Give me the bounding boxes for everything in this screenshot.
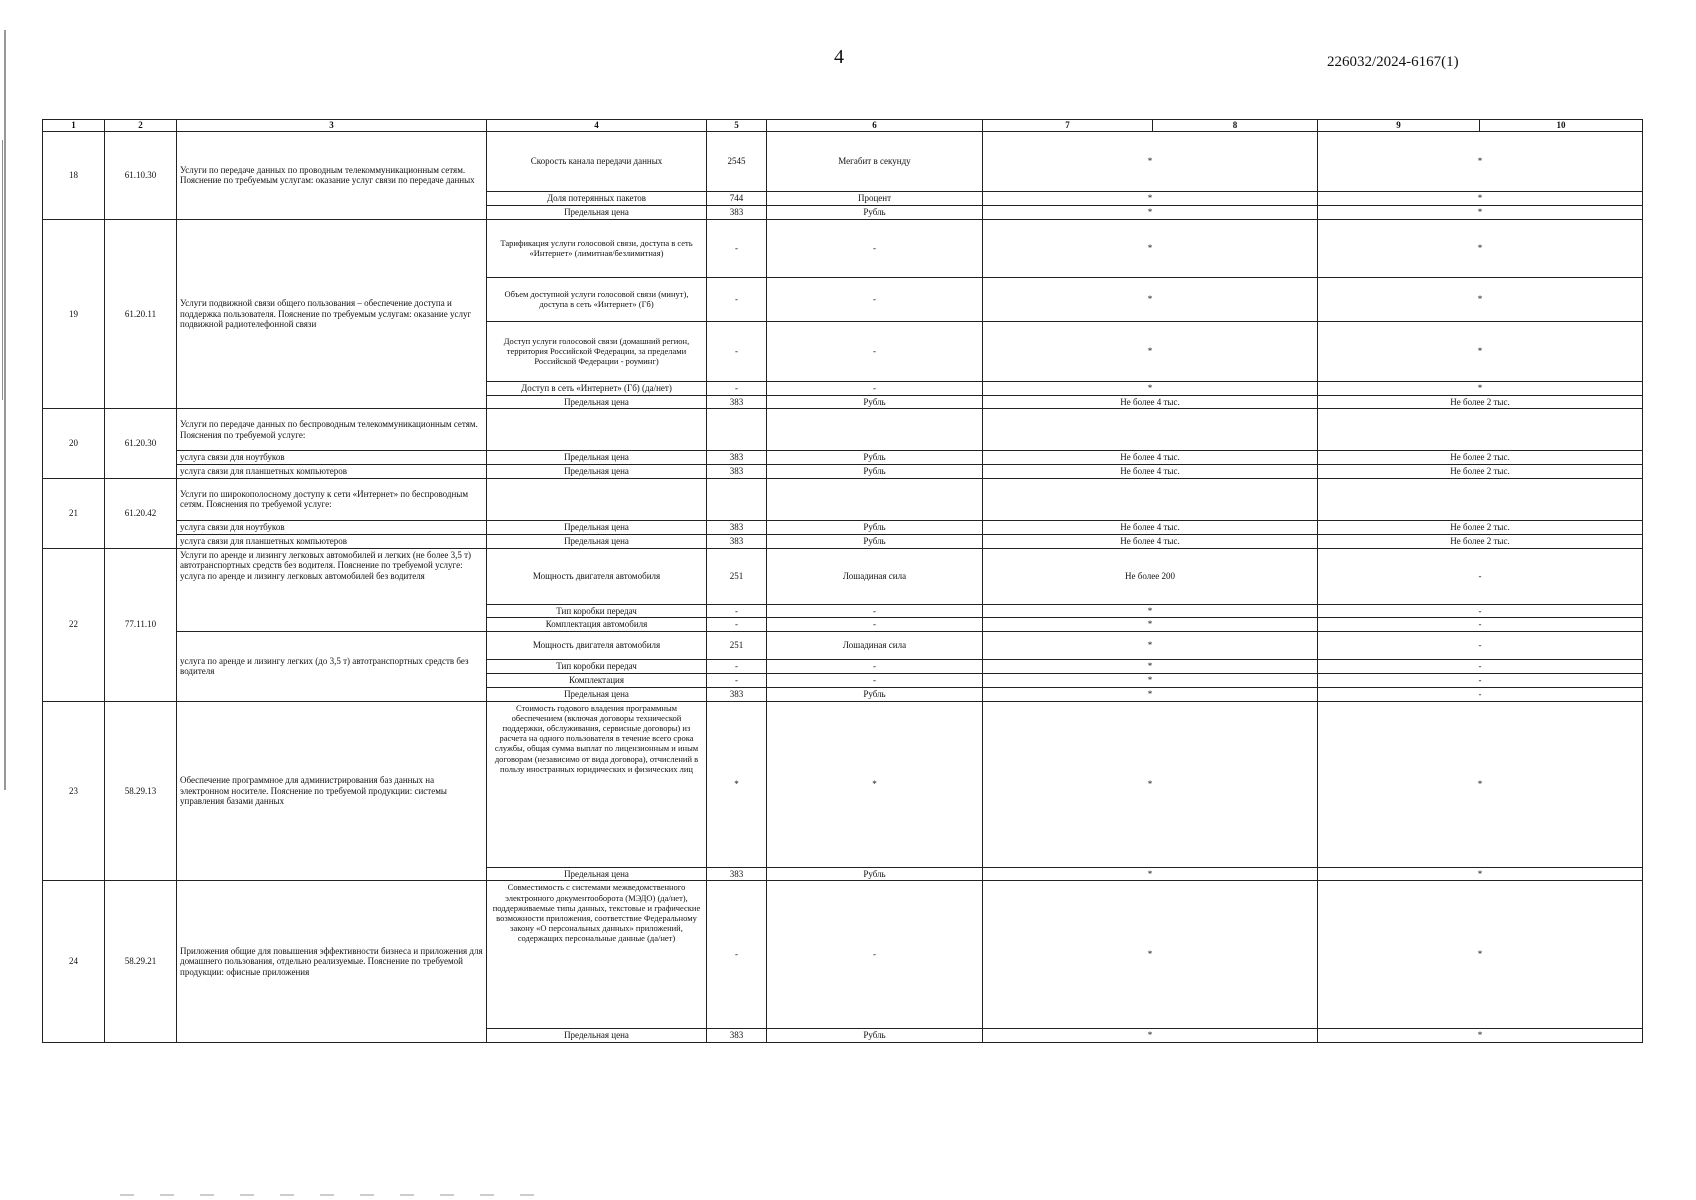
- value-group-a: *: [983, 867, 1318, 881]
- unit: *: [767, 701, 983, 867]
- unit: -: [767, 618, 983, 632]
- item-description: Обеспечение программное для администрирования баз данных на электронном носителе. Пояснение по требуемой продукции: системы управления базами данных: [177, 701, 487, 881]
- okei-code: 383: [707, 206, 767, 220]
- column-header: 3: [177, 120, 487, 132]
- characteristic: Стоимость годового владения программным обеспечением (включая договоры технической поддержки, обслуживания, сервисные договоры) из расчета на одного пользователя в течение всего срока службы, общая сумма выплат по лицензионным и иным договорам (независимо от вида договора), отчислений в пользу иностранных юридических и физических лиц: [487, 701, 707, 867]
- table-row: [43, 548, 1643, 604]
- table-row: [43, 701, 1643, 867]
- okpd-code: 58.29.21: [105, 881, 177, 1043]
- requirements-table: [42, 119, 1643, 1043]
- item-description: Услуги по передаче данных по беспроводным телекоммуникационным сетям. Пояснения по требуемой услуге:: [177, 409, 487, 451]
- value-group-b: *: [1318, 206, 1643, 220]
- item-subdescription: услуга связи для планшетных компьютеров: [177, 465, 487, 479]
- table-row: [43, 632, 1643, 660]
- item-description: Услуги по широкополосному доступу к сети «Интернет» по беспроводным сетям. Пояснения по требуемой услуге:: [177, 478, 487, 520]
- unit: -: [767, 321, 983, 381]
- value-group-a: Не более 4 тыс.: [983, 395, 1318, 409]
- row-number: 18: [43, 132, 105, 220]
- value-group-b: -: [1318, 604, 1643, 618]
- value-group-a: Не более 4 тыс.: [983, 465, 1318, 479]
- characteristic: Объем доступной услуги голосовой связи (минут), доступа в сеть «Интернет» (Гб): [487, 277, 707, 321]
- scan-smudge: [120, 1194, 560, 1196]
- row-number: 21: [43, 478, 105, 548]
- value-group-b: *: [1318, 132, 1643, 192]
- row-number: 19: [43, 219, 105, 409]
- unit: -: [767, 660, 983, 674]
- okei-code: 383: [707, 451, 767, 465]
- value-group-a: *: [983, 881, 1318, 1029]
- characteristic: Доступ услуги голосовой связи (домашний регион, территория Российской Федерации, за пределами Российской Федерации - роуминг): [487, 321, 707, 381]
- okei-code: 251: [707, 548, 767, 604]
- document-number: 226032/2024-6167(1): [1327, 54, 1459, 70]
- value-group-a: *: [983, 192, 1318, 206]
- value-group-a: *: [983, 673, 1318, 687]
- okpd-code: 77.11.10: [105, 548, 177, 701]
- value-group-b: Не более 2 тыс.: [1318, 534, 1643, 548]
- characteristic: Предельная цена: [487, 206, 707, 220]
- value-group-b: Не более 2 тыс.: [1318, 395, 1643, 409]
- scan-edge: [2, 140, 3, 400]
- column-header: 4: [487, 120, 707, 132]
- value-group-b: Не более 2 тыс.: [1318, 451, 1643, 465]
- value-group-b: -: [1318, 673, 1643, 687]
- characteristic: Предельная цена: [487, 1029, 707, 1043]
- value-group-b: *: [1318, 381, 1643, 395]
- unit: -: [767, 673, 983, 687]
- okei-code: -: [707, 219, 767, 277]
- value-group-a: Не более 200: [983, 548, 1318, 604]
- value-group-b: *: [1318, 277, 1643, 321]
- value-group-b: *: [1318, 867, 1643, 881]
- column-header: 8: [1153, 120, 1318, 132]
- row-number: 24: [43, 881, 105, 1043]
- scan-edge: [4, 30, 6, 790]
- value-group-a: *: [983, 321, 1318, 381]
- unit: Рубль: [767, 534, 983, 548]
- value-group-b: -: [1318, 660, 1643, 674]
- okpd-code: 58.29.13: [105, 701, 177, 881]
- unit: Мегабит в секунду: [767, 132, 983, 192]
- row-number: 20: [43, 409, 105, 479]
- value-group-b: -: [1318, 618, 1643, 632]
- okei-code: -: [707, 277, 767, 321]
- okei-code: -: [707, 604, 767, 618]
- value-group-b: -: [1318, 632, 1643, 660]
- characteristic: Доля потерянных пакетов: [487, 192, 707, 206]
- unit: Лошадиная сила: [767, 632, 983, 660]
- unit: Рубль: [767, 520, 983, 534]
- table-row: [43, 465, 1643, 479]
- unit: -: [767, 277, 983, 321]
- item-description: Услуги по аренде и лизингу легковых автомобилей и легких (не более 3,5 т) автотранспортных средств без водителя. Пояснение по требуемой услуге: услуга по аренде и лизингу легковых автомобилей без водителя: [177, 548, 487, 632]
- item-description: Услуги по передаче данных по проводным телекоммуникационным сетям. Пояснение по требуемым услугам: оказание услуг связи по передаче данных: [177, 132, 487, 220]
- unit: Рубль: [767, 867, 983, 881]
- okpd-code: 61.20.11: [105, 219, 177, 409]
- unit: Лошадиная сила: [767, 548, 983, 604]
- unit: Рубль: [767, 1029, 983, 1043]
- unit: -: [767, 604, 983, 618]
- okei-code: -: [707, 321, 767, 381]
- okei-code: -: [707, 660, 767, 674]
- column-header: 10: [1480, 120, 1643, 132]
- characteristic: Мощность двигателя автомобиля: [487, 548, 707, 604]
- value-group-b: Не более 2 тыс.: [1318, 520, 1643, 534]
- okei-code: -: [707, 673, 767, 687]
- value-group-a: Не более 4 тыс.: [983, 534, 1318, 548]
- value-group-a: *: [983, 604, 1318, 618]
- table-row: [43, 219, 1643, 277]
- okei-code: 2545: [707, 132, 767, 192]
- value-group-a: *: [983, 132, 1318, 192]
- characteristic: Предельная цена: [487, 465, 707, 479]
- page-number: 4: [834, 46, 844, 68]
- okei-code: *: [707, 701, 767, 867]
- okei-code: 744: [707, 192, 767, 206]
- okei-code: 383: [707, 867, 767, 881]
- characteristic: Тип коробки передач: [487, 660, 707, 674]
- unit: Рубль: [767, 451, 983, 465]
- value-group-b: *: [1318, 219, 1643, 277]
- item-subdescription: услуга связи для ноутбуков: [177, 451, 487, 465]
- okei-code: -: [707, 381, 767, 395]
- value-group-a: *: [983, 219, 1318, 277]
- okei-code: 251: [707, 632, 767, 660]
- value-group-b: *: [1318, 881, 1643, 1029]
- item-subdescription: услуга связи для планшетных компьютеров: [177, 534, 487, 548]
- table-row: [43, 409, 1643, 451]
- okei-code: 383: [707, 520, 767, 534]
- unit: Рубль: [767, 395, 983, 409]
- characteristic: Комплектация автомобиля: [487, 618, 707, 632]
- item-description: Услуги подвижной связи общего пользования – обеспечение доступа и поддержка пользователя. Пояснение по требуемым услугам: оказание услуг подвижной радиотелефонной связи: [177, 219, 487, 409]
- value-group-a: *: [983, 381, 1318, 395]
- unit: Процент: [767, 192, 983, 206]
- okei-code: 383: [707, 1029, 767, 1043]
- value-group-a: *: [983, 206, 1318, 220]
- characteristic: Доступ в сеть «Интернет» (Гб) (да/нет): [487, 381, 707, 395]
- column-header: 1: [43, 120, 105, 132]
- column-header: 6: [767, 120, 983, 132]
- column-header: 9: [1318, 120, 1480, 132]
- value-group-a: Не более 4 тыс.: [983, 451, 1318, 465]
- unit: -: [767, 881, 983, 1029]
- characteristic: Тарификация услуги голосовой связи, доступа в сеть «Интернет» (лимитная/безлимитная): [487, 219, 707, 277]
- value-group-a: *: [983, 277, 1318, 321]
- unit: -: [767, 381, 983, 395]
- item-description: Приложения общие для повышения эффективности бизнеса и приложения для домашнего пользования, отдельно реализуемые. Пояснение по требуемой продукции: офисные приложения: [177, 881, 487, 1043]
- okei-code: -: [707, 618, 767, 632]
- value-group-b: *: [1318, 192, 1643, 206]
- value-group-b: Не более 2 тыс.: [1318, 465, 1643, 479]
- row-number: 23: [43, 701, 105, 881]
- characteristic: Предельная цена: [487, 520, 707, 534]
- value-group-a: Не более 4 тыс.: [983, 520, 1318, 534]
- table-row: [43, 132, 1643, 192]
- characteristic: Скорость канала передачи данных: [487, 132, 707, 192]
- okei-code: -: [707, 881, 767, 1029]
- okei-code: 383: [707, 395, 767, 409]
- value-group-b: -: [1318, 548, 1643, 604]
- okei-code: 383: [707, 465, 767, 479]
- characteristic: Предельная цена: [487, 867, 707, 881]
- value-group-a: *: [983, 701, 1318, 867]
- row-number: 22: [43, 548, 105, 701]
- value-group-b: *: [1318, 701, 1643, 867]
- characteristic: Предельная цена: [487, 395, 707, 409]
- item-subdescription: услуга связи для ноутбуков: [177, 520, 487, 534]
- okei-code: 383: [707, 534, 767, 548]
- characteristic: Мощность двигателя автомобиля: [487, 632, 707, 660]
- characteristic: Предельная цена: [487, 534, 707, 548]
- characteristic: Предельная цена: [487, 687, 707, 701]
- value-group-a: *: [983, 1029, 1318, 1043]
- column-numbers-row: [43, 120, 1643, 132]
- column-header: 5: [707, 120, 767, 132]
- value-group-a: *: [983, 632, 1318, 660]
- characteristic: Комплектация: [487, 673, 707, 687]
- characteristic: Тип коробки передач: [487, 604, 707, 618]
- unit: Рубль: [767, 687, 983, 701]
- value-group-a: *: [983, 618, 1318, 632]
- table-row: [43, 520, 1643, 534]
- okei-code: 383: [707, 687, 767, 701]
- characteristic: Совместимость с системами межведомственного электронного документооборота (МЭДО) (да/нет), поддерживаемые типы данных, текстовые и графические возможности приложения, соответствие Федеральному закону «О персональных данных» приложений, содержащих персональные данные (да/нет): [487, 881, 707, 1029]
- table-row: [43, 451, 1643, 465]
- table-row: [43, 534, 1643, 548]
- table-row: [43, 881, 1643, 1029]
- characteristic: Предельная цена: [487, 451, 707, 465]
- value-group-a: *: [983, 660, 1318, 674]
- unit: -: [767, 219, 983, 277]
- column-header: 2: [105, 120, 177, 132]
- okpd-code: 61.20.30: [105, 409, 177, 479]
- column-header: 7: [983, 120, 1153, 132]
- value-group-a: *: [983, 687, 1318, 701]
- value-group-b: *: [1318, 1029, 1643, 1043]
- value-group-b: *: [1318, 321, 1643, 381]
- okpd-code: 61.20.42: [105, 478, 177, 548]
- unit: Рубль: [767, 465, 983, 479]
- okpd-code: 61.10.30: [105, 132, 177, 220]
- unit: Рубль: [767, 206, 983, 220]
- table-row: [43, 478, 1643, 520]
- item-subdescription: услуга по аренде и лизингу легких (до 3,5 т) автотранспортных средств без водителя: [177, 632, 487, 701]
- value-group-b: -: [1318, 687, 1643, 701]
